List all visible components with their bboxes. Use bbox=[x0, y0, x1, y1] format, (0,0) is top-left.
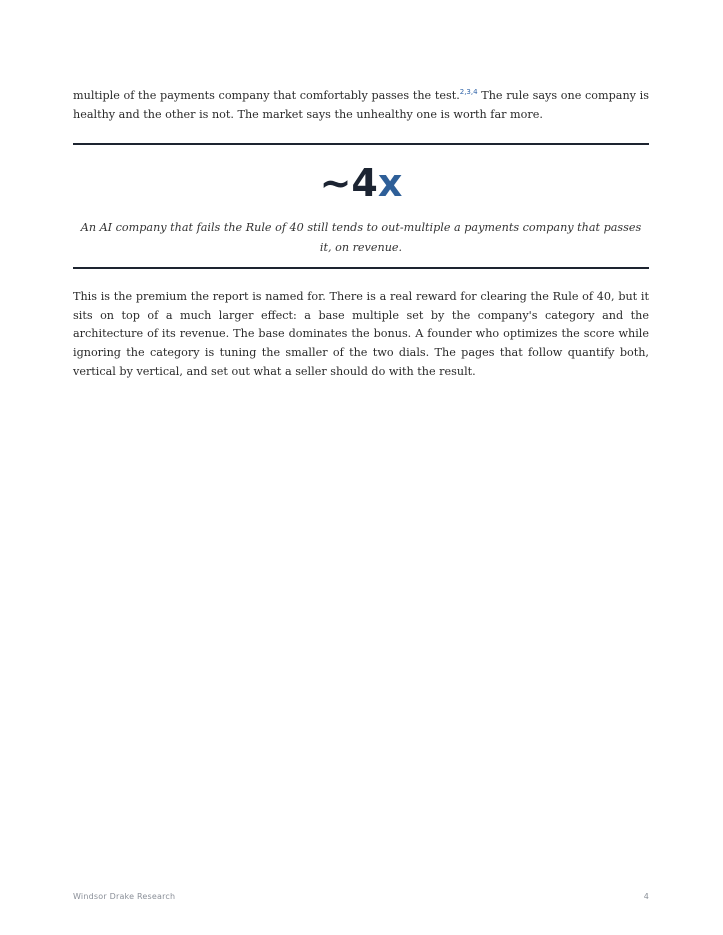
intro-text-continued: The rule says one company is healthy and the other is not. The market says the unhealthy one is worth far more. bbox=[73, 89, 649, 121]
page-content bbox=[73, 87, 649, 381]
intro-paragraph bbox=[73, 87, 649, 124]
callout-stat-unit: x bbox=[377, 161, 403, 206]
intro-text: multiple of the payments company that comfortably passes the test. bbox=[73, 89, 460, 102]
page-footer bbox=[73, 892, 649, 901]
callout-stat bbox=[79, 160, 643, 206]
callout-caption: An AI company that fails the Rule of 40 still tends to out-multiple a payments company that passes it, on revenue. bbox=[80, 221, 642, 255]
stat-callout bbox=[73, 143, 649, 269]
footer-publisher: Windsor Drake Research bbox=[73, 892, 176, 901]
callout-stat-number: ~4 bbox=[319, 161, 378, 206]
page-number: 4 bbox=[643, 892, 649, 901]
main-paragraph: This is the premium the report is named for. There is a real reward for clearing the Rule of 40, but it sits on top of a much larger effect: a base multiple set by the company's category and the architecture of its revenue. The base dominates the bonus. A founder who optimizes the score while ignoring the category is tuning the smaller of the two dials. The pages that follow quantify both, vertical by vertical, and set out what a seller should do with the result. bbox=[73, 290, 649, 378]
footnote-reference[interactable]: 2,3,4 bbox=[459, 88, 478, 96]
